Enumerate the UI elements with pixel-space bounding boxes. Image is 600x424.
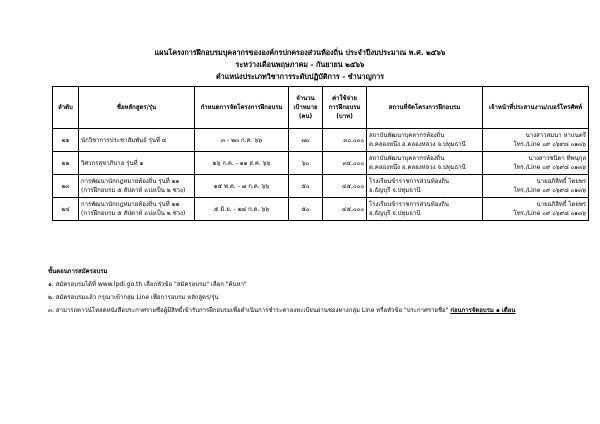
header-no: ลำดับ bbox=[53, 87, 79, 129]
row-cost: ๓๐,๐๐๐ bbox=[323, 129, 367, 152]
row-contact bbox=[483, 198, 589, 221]
row-dates: ๒๖ ก.ค. - ๑๑ ส.ค. ๖๖ bbox=[195, 152, 289, 175]
header-target-line1: จำนวน bbox=[296, 95, 315, 102]
row-contact-name: นางสาวชนิดา ทิพนุกุล bbox=[528, 155, 586, 162]
row-dates: ๓ - ๒๓ ก.ค. ๖๖ bbox=[195, 129, 289, 152]
row-cost: ๔๕,๐๐๐ bbox=[323, 175, 367, 198]
header-target-line2: เป้าหมาย bbox=[293, 104, 318, 111]
steps-title: ขั้นตอนการสมัครอบรม bbox=[48, 268, 108, 275]
row-course-note: (การฝึกอบรม ๕ สัปดาห์ แบ่งเป็น ๒ ช่วง) bbox=[81, 210, 186, 217]
row-contact-name: นายอภิสิทธิ์ ไตยพร bbox=[536, 201, 586, 208]
row-no: ๒๔ bbox=[53, 198, 79, 221]
row-course-name: วิศวกรสุขาภิบาล รุ่นที่ ๑ bbox=[81, 159, 144, 167]
row-target: ๕๐ bbox=[289, 198, 323, 221]
table-row bbox=[53, 129, 589, 152]
row-contact-phone: โทร./Line ๐๙ ๐๖๙๘ ๐๑๓๖ bbox=[513, 164, 586, 171]
row-contact-name: นายอภิสิทธิ์ ไตยพร bbox=[536, 178, 586, 185]
header-venue: สถานที่จัดโครงการฝึกอบรม bbox=[367, 87, 483, 129]
table-row bbox=[53, 198, 589, 221]
row-venue-address: อ.ธัญบุรี จ.ปทุมธานี bbox=[369, 210, 421, 217]
step-3-deadline: ก่อนการจัดอบรม ๑ เดือน bbox=[450, 307, 516, 314]
row-course-note: (การฝึกอบรม ๕ สัปดาห์ แบ่งเป็น ๒ ช่วง) bbox=[81, 187, 186, 194]
step-3-text: ๓. สามารถดาวน์โหลดหนังสือประกาศรายชื่อผู้มีสิทธิ์เข้ารับการฝึกอบรมเพื่อดำเนินการชำระค่าลงทะเบียนผ่านช่องทางกลุ่ม Line หรือหัวข้อ "ประกาศรายชื่อ" bbox=[48, 307, 449, 314]
row-venue-name: โรงเรียนข้าราชการส่วนท้องถิ่น bbox=[369, 201, 449, 208]
header-target-line3: (คน) bbox=[298, 113, 313, 120]
row-course-name: นักวิชาการประชาสัมพันธ์ รุ่นที่ ๔ bbox=[81, 136, 167, 144]
header-dates: กำหนดการจัดโครงการฝึกอบรม bbox=[195, 87, 289, 129]
row-venue bbox=[367, 198, 483, 221]
row-cost: ๔๕,๐๐๐ bbox=[323, 198, 367, 221]
row-contact bbox=[483, 175, 589, 198]
row-dates: ๕ มิ.ย. - ๒๘ ก.ค. ๖๖ bbox=[195, 198, 289, 221]
header-cost-line2: การฝึกอบรม bbox=[328, 104, 361, 111]
row-target: ๗๐ bbox=[289, 129, 323, 152]
training-plan-table bbox=[52, 86, 589, 221]
row-no: ๒๑ bbox=[53, 129, 79, 152]
header-target bbox=[289, 87, 323, 129]
document-position-level: ตำแหน่งประเภทวิชาการระดับปฏิบัติการ - ชำนาญการ bbox=[216, 72, 384, 81]
row-cost: ๓๔,๐๐๐ bbox=[323, 152, 367, 175]
row-no: ๒๓ bbox=[53, 175, 79, 198]
header-course: ชื่อหลักสูตร/รุ่น bbox=[79, 87, 195, 129]
row-dates: ๑๕ พ.ค. - ๗ ก.ค. ๖๖ bbox=[195, 175, 289, 198]
row-course-name: การพัฒนานักกฎหมายท้องถิ่น รุ่นที่ ๒๒ bbox=[81, 201, 180, 208]
row-venue-name: สถาบันพัฒนาบุคลากรท้องถิ่น bbox=[369, 155, 445, 162]
row-contact-phone: โทร./Line ๐๙ ๐๖๙๘ ๐๑๓๖ bbox=[513, 141, 586, 148]
row-venue bbox=[367, 129, 483, 152]
table-header-row bbox=[53, 87, 589, 129]
row-course-name: การพัฒนานักกฎหมายท้องถิ่น รุ่นที่ ๒๑ bbox=[81, 178, 180, 185]
row-contact-phone: โทร./Line ๐๙ ๐๖๙๘ ๐๑๓๖ bbox=[513, 210, 586, 217]
step-2: ๒. สมัครอบรมแล้ว กรุณาเข้ากลุ่ม Line เพื่อการอบรม หลักสูตร/รุ่น bbox=[48, 294, 219, 301]
table-row bbox=[53, 175, 589, 198]
row-venue bbox=[367, 152, 483, 175]
row-venue-name: โรงเรียนข้าราชการส่วนท้องถิ่น bbox=[369, 178, 449, 185]
step-1: ๑. สมัครอบรมได้ที่ www.lpdi.go.th เลือกหัวข้อ "สมัครอบรม" เลือก "ค้นหา" bbox=[48, 281, 247, 288]
document-title: แผนโครงการฝึกอบรมบุคลากรขององค์กรปกครองส่วนท้องถิ่น ประจำปีงบประมาณ พ.ศ. ๒๕๖๖ bbox=[154, 48, 446, 57]
registration-steps bbox=[48, 265, 516, 317]
header-cost-line1: ค่าใช้จ่าย bbox=[332, 95, 357, 102]
row-course bbox=[79, 152, 195, 175]
row-target: ๖๐ bbox=[289, 152, 323, 175]
row-no: ๒๒ bbox=[53, 152, 79, 175]
row-course bbox=[79, 175, 195, 198]
row-contact bbox=[483, 129, 589, 152]
header-contact: เจ้าหน้าที่ประสานงาน/เบอร์โทรศัพท์ bbox=[483, 87, 589, 129]
row-contact bbox=[483, 152, 589, 175]
row-venue-address: อ.ธัญบุรี จ.ปทุมธานี bbox=[369, 187, 421, 194]
row-venue bbox=[367, 175, 483, 198]
row-contact-name: นางสาวสมนา หาแนตรี bbox=[525, 132, 586, 139]
table-row bbox=[53, 152, 589, 175]
row-target: ๕๐ bbox=[289, 175, 323, 198]
row-contact-phone: โทร./Line ๐๙ ๐๖๙๘ ๐๑๓๖ bbox=[513, 187, 586, 194]
row-venue-address: ต.คลองหนึ่ง อ.คลองหลวง จ.ปทุมธานี bbox=[369, 141, 466, 148]
step-3 bbox=[48, 304, 516, 317]
row-course bbox=[79, 129, 195, 152]
document-period: ระหว่างเดือนพฤษภาคม - กันยายน ๒๕๖๖ bbox=[235, 60, 365, 69]
row-venue-name: สถาบันพัฒนาบุคลากรท้องถิ่น bbox=[369, 132, 445, 139]
row-course bbox=[79, 198, 195, 221]
header-cost bbox=[323, 87, 367, 129]
header-cost-line3: (บาท) bbox=[336, 113, 353, 120]
row-venue-address: ต.คลองหนึ่ง อ.คลองหลวง จ.ปทุมธานี bbox=[369, 164, 466, 171]
